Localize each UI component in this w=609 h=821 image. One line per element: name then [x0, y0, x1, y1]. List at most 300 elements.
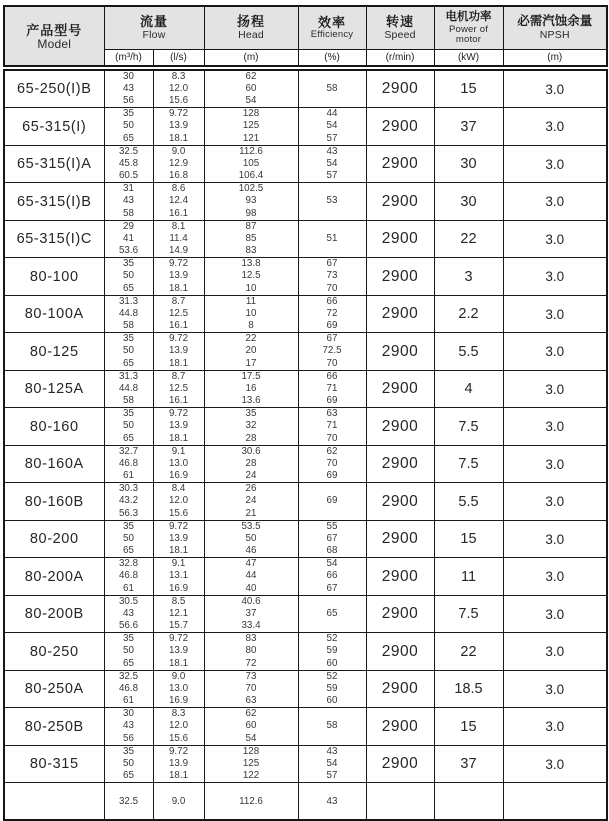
- flow-m3h-cell-value: 61: [123, 470, 134, 482]
- model-cell: [4, 595, 104, 633]
- speed-cell: [366, 408, 434, 446]
- flow-m3h-cell-value: 56: [123, 95, 134, 107]
- flow-ls-cell-value: 18.1: [168, 770, 189, 782]
- head-cell: [204, 708, 298, 746]
- table-row: [4, 370, 607, 408]
- flow-m3h-cell-value: 32.7: [118, 445, 139, 457]
- head-cell-value: 72: [245, 657, 257, 669]
- speed-cell: [366, 70, 434, 108]
- efficiency-cell-value: 68: [326, 545, 338, 557]
- header-model-zh: 产品型号: [26, 22, 83, 38]
- flow-m3h-cell: [104, 595, 153, 633]
- npsh-cell: [503, 295, 607, 333]
- efficiency-cell: [298, 745, 366, 783]
- head-cell: [204, 70, 298, 108]
- head-cell-value: 121: [242, 132, 260, 144]
- pump-spec-sheet: [0, 5, 609, 808]
- head-cell: [204, 295, 298, 333]
- efficiency-cell-value: 63: [326, 408, 338, 420]
- model-cell: [4, 445, 104, 483]
- flow-ls-cell: [153, 333, 204, 371]
- power-cell-value: 7.5: [458, 456, 479, 473]
- efficiency-cell-value: 54: [326, 558, 338, 570]
- model-cell: [4, 108, 104, 146]
- head-cell-value: 73: [245, 670, 257, 682]
- head-cell-value: 98: [245, 207, 257, 219]
- header-efficiency-zh: 效率: [318, 15, 347, 30]
- npsh-cell: [503, 333, 607, 371]
- flow-m3h-cell-value: 46.8: [118, 570, 139, 582]
- header-power: [434, 6, 503, 49]
- flow-ls-cell-value: 18.1: [168, 357, 189, 369]
- table-row: [4, 520, 607, 558]
- npsh-cell-value: 3.0: [545, 81, 565, 97]
- power-cell: [434, 333, 503, 371]
- flow-m3h-cell: [104, 558, 153, 596]
- npsh-cell: [503, 183, 607, 221]
- head-cell-value: 62: [245, 71, 257, 82]
- flow-ls-cell-value: 8.3: [171, 71, 186, 82]
- unit-flow-ls: (l/s): [153, 49, 204, 66]
- power-cell: [434, 595, 503, 633]
- power-cell: [434, 708, 503, 746]
- efficiency-cell-value: 52: [326, 670, 338, 682]
- npsh-cell-value: 3.0: [545, 419, 565, 435]
- head-cell-value: 128: [242, 108, 260, 120]
- efficiency-cell-value: 52: [326, 633, 338, 645]
- head-cell: [204, 633, 298, 671]
- flow-ls-cell: [153, 783, 204, 821]
- model-cell: [4, 220, 104, 258]
- head-cell-value: 21: [245, 507, 257, 519]
- efficiency-cell: [298, 295, 366, 333]
- model-cell-value: 80-315: [29, 756, 79, 773]
- flow-ls-cell: [153, 670, 204, 708]
- npsh-cell-value: 3.0: [545, 344, 565, 360]
- power-cell: [434, 558, 503, 596]
- unit-head: (m): [204, 49, 298, 66]
- flow-ls-cell-value: 13.1: [168, 570, 189, 582]
- flow-ls-cell: [153, 370, 204, 408]
- efficiency-cell-value: 71: [326, 382, 338, 394]
- npsh-cell-value: 3.0: [545, 681, 565, 697]
- flow-ls-cell-value: 13.9: [168, 757, 189, 769]
- efficiency-cell-value: 54: [326, 757, 338, 769]
- npsh-cell: [503, 670, 607, 708]
- model-cell: [4, 145, 104, 183]
- model-cell: [4, 370, 104, 408]
- efficiency-cell-value: 58: [326, 83, 338, 95]
- efficiency-cell-value: 54: [326, 120, 338, 132]
- speed-cell: [366, 445, 434, 483]
- efficiency-cell: [298, 783, 366, 821]
- flow-ls-cell-value: 16.1: [168, 207, 189, 219]
- power-cell: [434, 520, 503, 558]
- header-efficiency: [298, 6, 366, 49]
- efficiency-cell-value: 69: [326, 320, 338, 332]
- table-row: [4, 595, 607, 633]
- npsh-cell-value: 3.0: [545, 119, 565, 135]
- flow-m3h-cell: [104, 408, 153, 446]
- model-cell-value: 80-200A: [24, 568, 84, 585]
- head-cell-value: 102.5: [238, 183, 264, 195]
- model-cell-value: 80-100A: [24, 306, 84, 323]
- speed-cell: [366, 220, 434, 258]
- flow-m3h-cell-value: 44.8: [118, 307, 139, 319]
- model-cell: [4, 670, 104, 708]
- flow-m3h-cell-value: 50: [123, 757, 134, 769]
- head-cell-value: 8: [248, 320, 254, 332]
- npsh-cell: [503, 445, 607, 483]
- power-cell: [434, 258, 503, 296]
- efficiency-cell-value: 70: [326, 357, 338, 369]
- head-cell-value: 62: [245, 708, 257, 720]
- head-cell-value: 10: [245, 307, 257, 319]
- flow-ls-cell-value: 8.3: [171, 708, 186, 720]
- speed-cell: [366, 783, 434, 821]
- head-cell-value: 93: [245, 195, 257, 207]
- head-cell: [204, 370, 298, 408]
- table-row: [4, 258, 607, 296]
- flow-m3h-cell-value: 65: [123, 770, 134, 782]
- npsh-cell-value: 3.0: [545, 269, 565, 285]
- flow-ls-cell-value: 18.1: [168, 657, 189, 669]
- npsh-cell-value: 3.0: [545, 719, 565, 735]
- head-cell-value: 24: [245, 470, 257, 482]
- flow-ls-cell-value: 8.5: [171, 595, 186, 607]
- efficiency-cell: [298, 558, 366, 596]
- npsh-cell: [503, 408, 607, 446]
- flow-ls-cell: [153, 70, 204, 108]
- flow-ls-cell-value: 15.7: [168, 620, 189, 632]
- header-npsh: [503, 6, 607, 49]
- flow-m3h-cell: [104, 183, 153, 221]
- model-cell-value: 80-250: [29, 643, 79, 660]
- flow-m3h-cell-value: 46.8: [118, 457, 139, 469]
- header-flow-zh: 流量: [140, 14, 169, 30]
- flow-ls-cell-value: 9.72: [168, 745, 189, 757]
- head-cell-value: 112.6: [239, 796, 263, 808]
- flow-ls-cell-value: 13.9: [168, 270, 189, 282]
- model-cell: [4, 558, 104, 596]
- power-cell-value: 11: [460, 568, 477, 585]
- efficiency-cell-value: 57: [326, 770, 338, 782]
- unit-power: (kW): [434, 49, 503, 66]
- unit-flow-m3h: (m³/h): [104, 49, 153, 66]
- efficiency-cell-value: 71: [326, 420, 338, 432]
- npsh-cell: [503, 783, 607, 821]
- flow-m3h-cell: [104, 220, 153, 258]
- flow-ls-cell: [153, 483, 204, 521]
- efficiency-cell: [298, 633, 366, 671]
- power-cell-value: 15: [460, 718, 477, 735]
- head-cell-value: 11: [245, 295, 257, 307]
- efficiency-cell: [298, 445, 366, 483]
- model-cell: [4, 258, 104, 296]
- model-cell-value: 80-160: [29, 418, 79, 435]
- efficiency-cell-value: 67: [326, 532, 338, 544]
- flow-m3h-cell-value: 30.5: [118, 595, 139, 607]
- speed-cell: [366, 145, 434, 183]
- spec-table-body: [4, 70, 607, 820]
- efficiency-cell-value: 65: [326, 607, 338, 619]
- flow-ls-cell-value: 18.1: [168, 282, 189, 294]
- efficiency-cell: [298, 670, 366, 708]
- flow-m3h-cell-value: 30: [123, 708, 134, 720]
- flow-m3h-cell: [104, 258, 153, 296]
- flow-m3h-cell: [104, 370, 153, 408]
- flow-ls-cell-value: 8.1: [171, 220, 186, 232]
- head-cell-value: 20: [245, 345, 257, 357]
- flow-m3h-cell-value: 65: [123, 357, 134, 369]
- flow-m3h-cell-value: 29: [123, 220, 134, 232]
- flow-m3h-cell-value: 58: [123, 320, 134, 332]
- efficiency-cell-value: 51: [326, 232, 338, 244]
- flow-m3h-cell-value: 32.5: [118, 796, 139, 808]
- efficiency-cell-value: 70: [326, 282, 338, 294]
- flow-ls-cell-value: 12.5: [168, 307, 189, 319]
- header-model-en: Model: [37, 36, 72, 51]
- flow-m3h-cell: [104, 633, 153, 671]
- flow-ls-cell-value: 9.0: [171, 670, 186, 682]
- flow-ls-cell: [153, 558, 204, 596]
- head-cell-value: 32: [245, 420, 257, 432]
- power-cell: [434, 108, 503, 146]
- flow-ls-cell: [153, 445, 204, 483]
- head-cell-value: 28: [245, 432, 257, 444]
- flow-m3h-cell-value: 58: [123, 395, 134, 407]
- efficiency-cell-value: 69: [326, 495, 338, 507]
- flow-ls-cell: [153, 408, 204, 446]
- power-cell: [434, 408, 503, 446]
- efficiency-cell-value: 70: [326, 432, 338, 444]
- efficiency-cell-value: 53: [326, 195, 338, 207]
- table-row: [4, 145, 607, 183]
- power-cell: [434, 183, 503, 221]
- speed-cell: [366, 520, 434, 558]
- flow-m3h-cell-value: 31: [123, 183, 134, 195]
- head-cell: [204, 595, 298, 633]
- efficiency-cell-value: 43: [326, 745, 338, 757]
- header-power-en2: motor: [455, 34, 482, 46]
- speed-cell-value: 2900: [381, 530, 419, 548]
- flow-m3h-cell-value: 32.5: [118, 670, 139, 682]
- model-cell: [4, 745, 104, 783]
- efficiency-cell-value: 43: [326, 145, 338, 157]
- model-cell: [4, 783, 104, 821]
- npsh-cell-value: 3.0: [545, 194, 565, 210]
- flow-m3h-cell-value: 61: [123, 582, 134, 594]
- npsh-cell-value: 3.0: [545, 231, 565, 247]
- power-cell-value: 18.5: [454, 681, 483, 698]
- flow-ls-cell: [153, 258, 204, 296]
- npsh-cell-value: 3.0: [545, 494, 565, 510]
- flow-ls-cell-value: 8.4: [171, 483, 186, 495]
- efficiency-cell: [298, 708, 366, 746]
- power-cell: [434, 483, 503, 521]
- spec-table-body-table: [3, 69, 608, 821]
- header-flow-en: Flow: [142, 29, 166, 42]
- head-cell-value: 10: [245, 282, 257, 294]
- flow-ls-cell: [153, 183, 204, 221]
- model-cell-value: 80-160A: [24, 456, 84, 473]
- head-cell-value: 37: [245, 607, 257, 619]
- flow-m3h-cell-value: 43: [123, 720, 134, 732]
- head-cell-value: 60: [245, 720, 257, 732]
- header-npsh-zh: 必需汽蚀余量: [517, 14, 593, 29]
- efficiency-cell-value: 55: [326, 520, 338, 532]
- npsh-cell: [503, 558, 607, 596]
- head-cell-value: 47: [245, 558, 257, 570]
- speed-cell-value: 2900: [381, 492, 419, 510]
- efficiency-cell: [298, 220, 366, 258]
- header-efficiency-en: Efficiency: [310, 29, 354, 40]
- head-cell: [204, 745, 298, 783]
- flow-m3h-cell-value: 60.5: [118, 170, 139, 182]
- head-cell-value: 128: [242, 745, 260, 757]
- head-cell-value: 70: [245, 682, 257, 694]
- speed-cell: [366, 258, 434, 296]
- power-cell-value: 15: [460, 81, 477, 98]
- model-cell-value: 65-315(I): [22, 118, 87, 135]
- power-cell-value: 30: [460, 156, 477, 173]
- npsh-cell: [503, 745, 607, 783]
- table-row: [4, 220, 607, 258]
- power-cell-value: 37: [460, 118, 477, 135]
- npsh-cell-value: 3.0: [545, 381, 565, 397]
- flow-ls-cell-value: 11.4: [169, 232, 188, 244]
- head-cell-value: 125: [242, 757, 260, 769]
- efficiency-cell-value: 54: [326, 157, 338, 169]
- npsh-cell-value: 3.0: [545, 456, 565, 472]
- speed-cell-value: 2900: [381, 192, 419, 210]
- efficiency-cell-value: 60: [326, 695, 338, 707]
- efficiency-cell-value: 44: [326, 108, 338, 120]
- flow-ls-cell-value: 12.0: [168, 720, 189, 732]
- table-row: [4, 295, 607, 333]
- head-cell-value: 40.6: [241, 595, 261, 607]
- header-model: [4, 6, 104, 66]
- head-cell: [204, 145, 298, 183]
- flow-m3h-cell-value: 61: [123, 695, 134, 707]
- model-cell: [4, 633, 104, 671]
- table-row: [4, 670, 607, 708]
- head-cell: [204, 108, 298, 146]
- flow-m3h-cell-value: 31.3: [118, 295, 139, 307]
- npsh-cell: [503, 258, 607, 296]
- flow-ls-cell: [153, 220, 204, 258]
- flow-m3h-cell-value: 35: [123, 520, 134, 532]
- npsh-cell: [503, 70, 607, 108]
- flow-ls-cell-value: 13.9: [168, 532, 189, 544]
- model-cell: [4, 483, 104, 521]
- head-cell-value: 112.6: [239, 145, 263, 157]
- head-cell-value: 30.6: [241, 445, 261, 457]
- flow-m3h-cell-value: 32.5: [118, 145, 139, 157]
- flow-m3h-cell-value: 41: [123, 232, 134, 244]
- flow-m3h-cell: [104, 783, 153, 821]
- flow-m3h-cell-value: 44.8: [118, 382, 139, 394]
- efficiency-cell-value: 69: [326, 395, 338, 407]
- flow-m3h-cell-value: 31.3: [118, 370, 139, 382]
- flow-m3h-cell-value: 35: [123, 633, 134, 645]
- head-cell-value: 24: [245, 495, 257, 507]
- flow-ls-cell-value: 13.9: [168, 420, 189, 432]
- header-speed-en: Speed: [384, 29, 416, 42]
- flow-ls-cell-value: 16.8: [168, 170, 189, 182]
- speed-cell: [366, 670, 434, 708]
- model-cell-value: 80-250A: [24, 681, 84, 698]
- npsh-cell: [503, 595, 607, 633]
- power-cell-value: 30: [460, 193, 477, 210]
- head-cell-value: 16: [245, 382, 257, 394]
- flow-ls-cell-value: 12.0: [168, 83, 189, 95]
- flow-ls-cell-value: 13.9: [168, 645, 189, 657]
- model-cell-value: 65-315(I)B: [16, 193, 92, 210]
- flow-m3h-cell-value: 53.6: [118, 245, 139, 257]
- speed-cell: [366, 183, 434, 221]
- head-cell: [204, 783, 298, 821]
- flow-ls-cell-value: 13.0: [168, 457, 189, 469]
- flow-ls-cell-value: 12.4: [168, 195, 189, 207]
- header-speed: [366, 6, 434, 49]
- head-cell-value: 44: [245, 570, 257, 582]
- model-cell-value: 65-315(I)A: [16, 156, 92, 173]
- speed-cell-value: 2900: [381, 680, 419, 698]
- speed-cell-value: 2900: [381, 380, 419, 398]
- head-cell-value: 63: [245, 695, 257, 707]
- table-row: [4, 745, 607, 783]
- flow-ls-cell-value: 15.6: [168, 507, 189, 519]
- flow-m3h-cell-value: 43: [123, 195, 134, 207]
- flow-ls-cell-value: 12.9: [168, 157, 189, 169]
- table-row: [4, 333, 607, 371]
- npsh-cell-value: 3.0: [545, 756, 565, 772]
- speed-cell-value: 2900: [381, 342, 419, 360]
- head-cell-value: 60: [245, 83, 257, 95]
- speed-cell: [366, 633, 434, 671]
- power-cell: [434, 220, 503, 258]
- head-cell-value: 13.8: [241, 258, 261, 270]
- flow-m3h-cell-value: 30.3: [118, 483, 139, 495]
- speed-cell-value: 2900: [381, 455, 419, 473]
- header-power-en1: Power of: [448, 23, 489, 35]
- model-cell-value: 65-315(I)C: [16, 231, 92, 248]
- unit-efficiency: (%): [298, 49, 366, 66]
- flow-m3h-cell-value: 35: [123, 258, 134, 270]
- flow-ls-cell-value: 13.9: [168, 120, 189, 132]
- power-cell: [434, 783, 503, 821]
- efficiency-cell: [298, 258, 366, 296]
- efficiency-cell: [298, 520, 366, 558]
- speed-cell-value: 2900: [381, 755, 419, 773]
- model-cell-value: 65-250(I)B: [16, 81, 92, 98]
- table-row: [4, 183, 607, 221]
- flow-ls-cell-value: 9.72: [168, 408, 189, 420]
- flow-ls-cell-value: 8.6: [171, 183, 186, 195]
- speed-cell: [366, 595, 434, 633]
- npsh-cell: [503, 370, 607, 408]
- head-cell-value: 33.4: [241, 620, 261, 632]
- table-row: [4, 633, 607, 671]
- flow-m3h-cell-value: 50: [123, 345, 134, 357]
- flow-m3h-cell-value: 58: [123, 207, 134, 219]
- npsh-cell-value: 3.0: [545, 306, 565, 322]
- efficiency-cell-value: 43: [326, 796, 338, 808]
- flow-ls-cell-value: 18.1: [168, 132, 189, 144]
- table-row: [4, 708, 607, 746]
- flow-ls-cell: [153, 520, 204, 558]
